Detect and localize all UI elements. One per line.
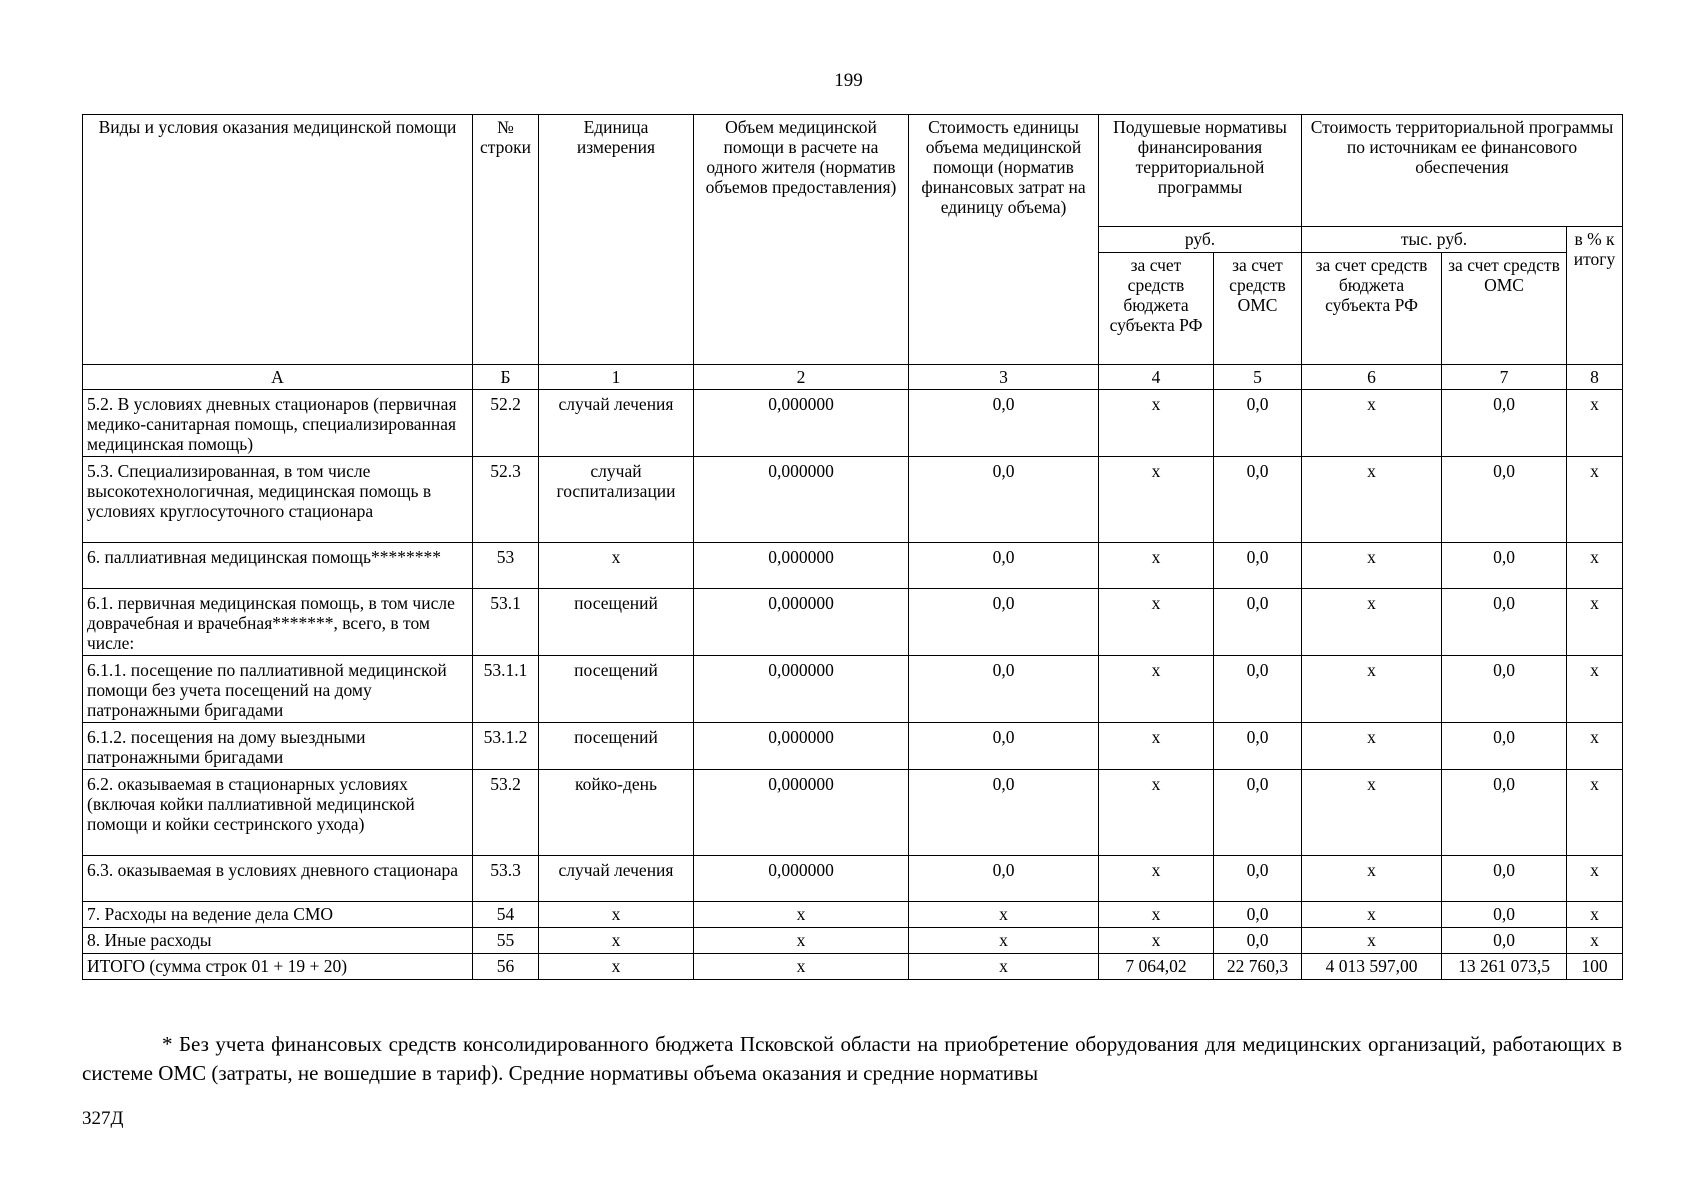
column-index: 1	[539, 365, 694, 390]
page-number: 199	[834, 70, 863, 91]
header-program-cost-group: Стоимость территориальной программы по источникам ее финансового обеспечения	[1302, 115, 1623, 227]
cell-percapita-budget: х	[1099, 543, 1214, 589]
cell-unit: х	[539, 902, 694, 928]
cell-cost-oms: 0,0	[1442, 856, 1567, 902]
cell-row-number: 52.3	[473, 457, 539, 543]
header-unit-thousand-rub: тыс. руб.	[1302, 227, 1567, 253]
cell-percapita-budget: х	[1099, 856, 1214, 902]
column-index: 6	[1302, 365, 1442, 390]
table-row	[83, 856, 1623, 902]
cell-kind-of-care: 6.1.1. посещение по паллиативной медицинской помощи без учета посещений на дому патронажными бригадами	[83, 656, 473, 723]
cell-percapita-oms: 22 760,3	[1214, 954, 1302, 980]
cell-kind-of-care: 5.2. В условиях дневных стационаров (первичная медико-санитарная помощь, специализированная медицинская помощь)	[83, 390, 473, 457]
cell-unit-cost: 0,0	[909, 390, 1099, 457]
cell-percapita-oms: 0,0	[1214, 656, 1302, 723]
column-index: А	[83, 365, 473, 390]
cell-percent: х	[1567, 457, 1623, 543]
table-body	[83, 390, 1623, 980]
cell-kind-of-care: 6.1. первичная медицинская помощь, в том числе доврачебная и врачебная*******, всего, в том числе:	[83, 589, 473, 656]
cell-percapita-oms: 0,0	[1214, 390, 1302, 457]
table-row	[83, 457, 1623, 543]
cell-unit-cost: 0,0	[909, 543, 1099, 589]
header-cost-budget: за счет средств бюджета субъекта РФ	[1302, 253, 1442, 365]
cell-kind-of-care: 5.3. Специализированная, в том числе высокотехнологичная, медицинская помощь в условиях круглосуточного стационара	[83, 457, 473, 543]
cell-percapita-oms: 0,0	[1214, 723, 1302, 770]
cell-unit: х	[539, 543, 694, 589]
cell-percent: х	[1567, 390, 1623, 457]
cell-volume-norm: 0,000000	[694, 589, 909, 656]
cell-volume-norm: 0,000000	[694, 770, 909, 856]
cell-cost-budget: 4 013 597,00	[1302, 954, 1442, 980]
document-code: 327Д	[82, 1108, 124, 1129]
cell-percent: х	[1567, 902, 1623, 928]
cell-unit: случай лечения	[539, 856, 694, 902]
cell-percent: х	[1567, 770, 1623, 856]
financing-table	[82, 114, 1623, 980]
table-row	[83, 723, 1623, 770]
cell-volume-norm: х	[694, 902, 909, 928]
cell-cost-budget: х	[1302, 723, 1442, 770]
cell-unit: посещений	[539, 589, 694, 656]
cell-volume-norm: х	[694, 928, 909, 954]
cell-cost-oms: 0,0	[1442, 656, 1567, 723]
table-row	[83, 770, 1623, 856]
table-row	[83, 954, 1623, 980]
cell-percent: х	[1567, 723, 1623, 770]
header-unit: Единица измерения	[539, 115, 694, 365]
cell-percent: 100	[1567, 954, 1623, 980]
cell-percapita-oms: 0,0	[1214, 856, 1302, 902]
cell-cost-oms: 13 261 073,5	[1442, 954, 1567, 980]
cell-percapita-budget: 7 064,02	[1099, 954, 1214, 980]
cell-volume-norm: 0,000000	[694, 457, 909, 543]
cell-row-number: 53.3	[473, 856, 539, 902]
cell-percapita-budget: х	[1099, 928, 1214, 954]
table-row	[83, 589, 1623, 656]
cell-volume-norm: 0,000000	[694, 656, 909, 723]
column-index: 2	[694, 365, 909, 390]
cell-percent: х	[1567, 656, 1623, 723]
cell-unit-cost: х	[909, 902, 1099, 928]
cell-kind-of-care: 6.2. оказываемая в стационарных условиях (включая койки паллиативной медицинской помощи и койки сестринского ухода)	[83, 770, 473, 856]
cell-cost-budget: х	[1302, 457, 1442, 543]
cell-percapita-budget: х	[1099, 723, 1214, 770]
header-percent-of-total: в % к итогу	[1567, 227, 1623, 365]
cell-cost-budget: х	[1302, 656, 1442, 723]
cell-percapita-budget: х	[1099, 770, 1214, 856]
cell-unit-cost: 0,0	[909, 457, 1099, 543]
header-unit-rub: руб.	[1099, 227, 1302, 253]
cell-volume-norm: 0,000000	[694, 723, 909, 770]
cell-percapita-budget: х	[1099, 589, 1214, 656]
cell-cost-budget: х	[1302, 928, 1442, 954]
cell-cost-oms: 0,0	[1442, 770, 1567, 856]
cell-row-number: 56	[473, 954, 539, 980]
cell-kind-of-care: 6.1.2. посещения на дому выездными патронажными бригадами	[83, 723, 473, 770]
table-row	[83, 928, 1623, 954]
header-cost-oms: за счет средств ОМС	[1442, 253, 1567, 365]
cell-percapita-budget: х	[1099, 656, 1214, 723]
column-index: 4	[1099, 365, 1214, 390]
cell-row-number: 53.1	[473, 589, 539, 656]
cell-unit: койко-день	[539, 770, 694, 856]
cell-row-number: 54	[473, 902, 539, 928]
footnote: * Без учета финансовых средств консолидированного бюджета Псковской области на приобретение оборудования для медицинских организаций, работающих в системе ОМС (затраты, не вошедшие в тариф). Средние нормативы объема оказания и средние нормативы	[82, 1032, 1622, 1085]
cell-kind-of-care: 7. Расходы на ведение дела СМО	[83, 902, 473, 928]
cell-row-number: 53	[473, 543, 539, 589]
cell-unit-cost: 0,0	[909, 723, 1099, 770]
cell-unit-cost: 0,0	[909, 770, 1099, 856]
cell-unit-cost: х	[909, 954, 1099, 980]
cell-volume-norm: 0,000000	[694, 856, 909, 902]
header-percapita-oms: за счет средств ОМС	[1214, 253, 1302, 365]
cell-percapita-budget: х	[1099, 390, 1214, 457]
column-index: 8	[1567, 365, 1623, 390]
cell-unit: посещений	[539, 723, 694, 770]
cell-cost-oms: 0,0	[1442, 902, 1567, 928]
cell-cost-oms: 0,0	[1442, 589, 1567, 656]
cell-percent: х	[1567, 589, 1623, 656]
column-index: 7	[1442, 365, 1567, 390]
cell-cost-oms: 0,0	[1442, 723, 1567, 770]
cell-unit: посещений	[539, 656, 694, 723]
cell-row-number: 53.2	[473, 770, 539, 856]
cell-percapita-budget: х	[1099, 457, 1214, 543]
cell-cost-oms: 0,0	[1442, 543, 1567, 589]
cell-row-number: 55	[473, 928, 539, 954]
cell-cost-oms: 0,0	[1442, 457, 1567, 543]
column-index-row	[83, 365, 1623, 390]
cell-row-number: 53.1.2	[473, 723, 539, 770]
cell-row-number: 52.2	[473, 390, 539, 457]
cell-unit-cost: х	[909, 928, 1099, 954]
header-kinds-of-care: Виды и условия оказания медицинской помощи	[83, 115, 473, 365]
cell-percapita-oms: 0,0	[1214, 589, 1302, 656]
cell-cost-budget: х	[1302, 770, 1442, 856]
table-row	[83, 543, 1623, 589]
cell-cost-budget: х	[1302, 390, 1442, 457]
cell-percapita-budget: х	[1099, 902, 1214, 928]
header-percapita-budget: за счет средств бюджета субъекта РФ	[1099, 253, 1214, 365]
cell-unit-cost: 0,0	[909, 856, 1099, 902]
cell-cost-oms: 0,0	[1442, 390, 1567, 457]
table-row	[83, 656, 1623, 723]
cell-percent: х	[1567, 856, 1623, 902]
header-per-capita-group: Подушевые нормативы финансирования территориальной программы	[1099, 115, 1302, 227]
cell-unit: случай госпитализации	[539, 457, 694, 543]
column-index: Б	[473, 365, 539, 390]
cell-unit: случай лечения	[539, 390, 694, 457]
cell-cost-budget: х	[1302, 589, 1442, 656]
header-row-number: № строки	[473, 115, 539, 365]
column-index: 3	[909, 365, 1099, 390]
cell-volume-norm: 0,000000	[694, 543, 909, 589]
cell-percent: х	[1567, 543, 1623, 589]
cell-kind-of-care: 6. паллиативная медицинская помощь********	[83, 543, 473, 589]
cell-percent: х	[1567, 928, 1623, 954]
cell-cost-budget: х	[1302, 543, 1442, 589]
table-row	[83, 390, 1623, 457]
cell-unit-cost: 0,0	[909, 589, 1099, 656]
cell-unit: х	[539, 954, 694, 980]
header-unit-cost: Стоимость единицы объема медицинской помощи (норматив финансовых затрат на единицу объема)	[909, 115, 1099, 365]
cell-cost-budget: х	[1302, 902, 1442, 928]
cell-percapita-oms: 0,0	[1214, 928, 1302, 954]
cell-cost-oms: 0,0	[1442, 928, 1567, 954]
cell-percapita-oms: 0,0	[1214, 770, 1302, 856]
cell-percapita-oms: 0,0	[1214, 902, 1302, 928]
header-volume-norm: Объем медицинской помощи в расчете на одного жителя (норматив объемов предоставления)	[694, 115, 909, 365]
table-row	[83, 902, 1623, 928]
cell-unit: х	[539, 928, 694, 954]
column-index: 5	[1214, 365, 1302, 390]
cell-kind-of-care: ИТОГО (сумма строк 01 + 19 + 20)	[83, 954, 473, 980]
table-header	[83, 115, 1623, 390]
cell-volume-norm: х	[694, 954, 909, 980]
cell-kind-of-care: 8. Иные расходы	[83, 928, 473, 954]
cell-kind-of-care: 6.3. оказываемая в условиях дневного стационара	[83, 856, 473, 902]
cell-percapita-oms: 0,0	[1214, 543, 1302, 589]
cell-percapita-oms: 0,0	[1214, 457, 1302, 543]
cell-cost-budget: х	[1302, 856, 1442, 902]
cell-row-number: 53.1.1	[473, 656, 539, 723]
cell-unit-cost: 0,0	[909, 656, 1099, 723]
cell-volume-norm: 0,000000	[694, 390, 909, 457]
